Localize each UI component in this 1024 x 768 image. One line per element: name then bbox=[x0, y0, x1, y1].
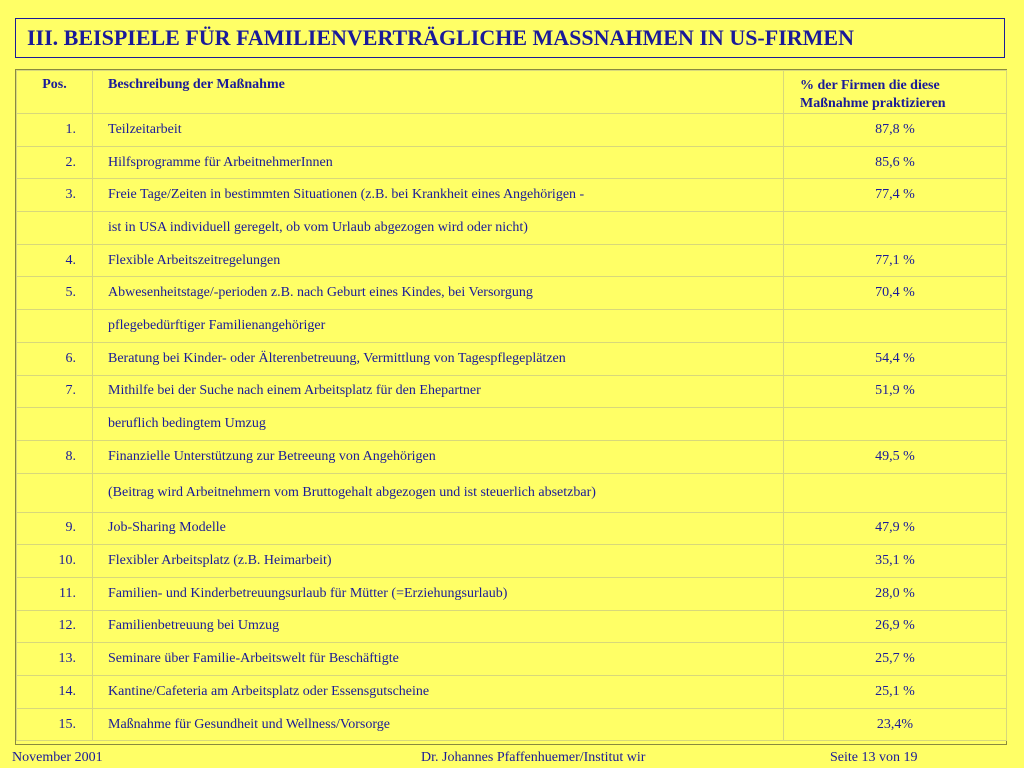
row-pos: 7. bbox=[17, 375, 93, 408]
row-description: Job-Sharing Modelle bbox=[93, 512, 784, 545]
table-row bbox=[17, 244, 1007, 277]
row-percent: 35,1 % bbox=[784, 545, 1007, 578]
row-description: pflegebedürftiger Familienangehöriger bbox=[93, 310, 784, 343]
row-pos: 1. bbox=[17, 114, 93, 147]
row-description: Finanzielle Unterstützung zur Betreeung von Angehörigen bbox=[93, 440, 784, 473]
table-row bbox=[17, 310, 1007, 343]
table-row bbox=[17, 676, 1007, 709]
footer-page-number: Seite 13 von 19 bbox=[830, 750, 918, 765]
row-pos: 4. bbox=[17, 244, 93, 277]
row-description: Hilfsprogramme für ArbeitnehmerInnen bbox=[93, 146, 784, 179]
footer-date: November 2001 bbox=[12, 750, 103, 765]
row-percent: 28,0 % bbox=[784, 577, 1007, 610]
row-pos: 12. bbox=[17, 610, 93, 643]
table-row bbox=[17, 473, 1007, 512]
row-percent: 77,1 % bbox=[784, 244, 1007, 277]
table-row bbox=[17, 545, 1007, 578]
row-pos: 2. bbox=[17, 146, 93, 179]
row-description: Familien- und Kinderbetreuungsurlaub für Mütter (=Erziehungsurlaub) bbox=[93, 577, 784, 610]
header-percent: % der Firmen die diese Maßnahme praktizieren bbox=[784, 71, 1007, 114]
row-percent bbox=[784, 310, 1007, 343]
row-pos: 5. bbox=[17, 277, 93, 310]
row-pos bbox=[17, 473, 93, 512]
row-percent: 25,7 % bbox=[784, 643, 1007, 676]
page-title: III. BEISPIELE FÜR FAMILIENVERTRÄGLICHE MASSNAHMEN IN US-FIRMEN bbox=[15, 18, 1005, 58]
row-description: Flexibler Arbeitsplatz (z.B. Heimarbeit) bbox=[93, 545, 784, 578]
table-row bbox=[17, 440, 1007, 473]
row-percent: 49,5 % bbox=[784, 440, 1007, 473]
row-pos: 13. bbox=[17, 643, 93, 676]
table-header-row bbox=[17, 71, 1007, 114]
row-percent: 77,4 % bbox=[784, 179, 1007, 212]
row-description: Kantine/Cafeteria am Arbeitsplatz oder Essensgutscheine bbox=[93, 676, 784, 709]
table-row bbox=[17, 114, 1007, 147]
row-description: Teilzeitarbeit bbox=[93, 114, 784, 147]
table-row bbox=[17, 212, 1007, 245]
row-description: Familienbetreuung bei Umzug bbox=[93, 610, 784, 643]
row-pos: 14. bbox=[17, 676, 93, 709]
row-pos: 8. bbox=[17, 440, 93, 473]
row-description: Flexible Arbeitszeitregelungen bbox=[93, 244, 784, 277]
row-description: Freie Tage/Zeiten in bestimmten Situationen (z.B. bei Krankheit eines Angehörigen - bbox=[93, 179, 784, 212]
row-pos: 3. bbox=[17, 179, 93, 212]
row-pos: 6. bbox=[17, 342, 93, 375]
row-description: Mithilfe bei der Suche nach einem Arbeitsplatz für den Ehepartner bbox=[93, 375, 784, 408]
table-row bbox=[17, 512, 1007, 545]
row-percent: 54,4 % bbox=[784, 342, 1007, 375]
row-description: Maßnahme für Gesundheit und Wellness/Vorsorge bbox=[93, 708, 784, 741]
row-pos bbox=[17, 408, 93, 441]
table-row bbox=[17, 708, 1007, 741]
table-row bbox=[17, 179, 1007, 212]
table-row bbox=[17, 610, 1007, 643]
row-percent: 85,6 % bbox=[784, 146, 1007, 179]
row-description: Seminare über Familie-Arbeitswelt für Beschäftigte bbox=[93, 643, 784, 676]
row-description: ist in USA individuell geregelt, ob vom Urlaub abgezogen wird oder nicht) bbox=[93, 212, 784, 245]
row-percent bbox=[784, 408, 1007, 441]
table-row bbox=[17, 342, 1007, 375]
row-description: Beratung bei Kinder- oder Älterenbetreuung, Vermittlung von Tagespflegeplätzen bbox=[93, 342, 784, 375]
row-pos bbox=[17, 310, 93, 343]
table-row bbox=[17, 375, 1007, 408]
row-percent bbox=[784, 212, 1007, 245]
row-percent: 47,9 % bbox=[784, 512, 1007, 545]
row-percent bbox=[784, 473, 1007, 512]
row-pos bbox=[17, 212, 93, 245]
header-pos: Pos. bbox=[17, 71, 93, 114]
table-row bbox=[17, 577, 1007, 610]
header-description: Beschreibung der Maßnahme bbox=[93, 71, 784, 114]
table-row bbox=[17, 408, 1007, 441]
table-row bbox=[17, 277, 1007, 310]
footer-author: Dr. Johannes Pfaffenhuemer/Institut wir bbox=[421, 750, 646, 765]
row-pos: 15. bbox=[17, 708, 93, 741]
row-description: beruflich bedingtem Umzug bbox=[93, 408, 784, 441]
row-description: (Beitrag wird Arbeitnehmern vom Bruttogehalt abgezogen und ist steuerlich absetzbar) bbox=[93, 473, 784, 512]
row-percent: 25,1 % bbox=[784, 676, 1007, 709]
measures-table bbox=[15, 69, 1007, 745]
row-pos: 9. bbox=[17, 512, 93, 545]
row-percent: 70,4 % bbox=[784, 277, 1007, 310]
measures-table-grid bbox=[16, 70, 1007, 741]
row-percent: 87,8 % bbox=[784, 114, 1007, 147]
table-row bbox=[17, 643, 1007, 676]
row-pos: 11. bbox=[17, 577, 93, 610]
table-body bbox=[17, 114, 1007, 741]
table-row bbox=[17, 146, 1007, 179]
row-percent: 51,9 % bbox=[784, 375, 1007, 408]
row-percent: 23,4% bbox=[784, 708, 1007, 741]
row-description: Abwesenheitstage/-perioden z.B. nach Geburt eines Kindes, bei Versorgung bbox=[93, 277, 784, 310]
row-pos: 10. bbox=[17, 545, 93, 578]
row-percent: 26,9 % bbox=[784, 610, 1007, 643]
